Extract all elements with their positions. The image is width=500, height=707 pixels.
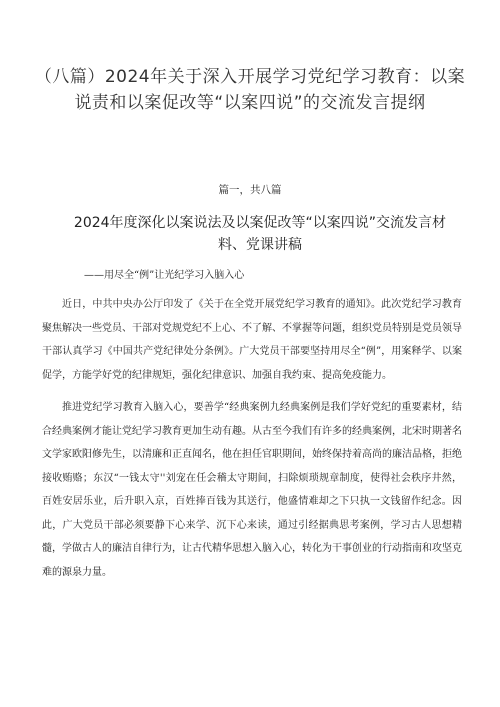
article-title: 2024年度深化以案说法及以案促改等“以案四说”交流发言材料、党课讲稿 xyxy=(73,215,447,253)
section-label: 篇一，共八篇 xyxy=(218,184,282,196)
document-title: （八篇）2024年关于深入开展学习党纪学习教育：以案说责和以案促改等“以案四说”的交流发言提纲 xyxy=(34,67,466,113)
body-paragraph: 推进党纪学习教育入脑入心，要善学“经典案例九经典案例是我们学好党纪的重要素材，结合经典案例才能让党纪学习教育更加生动有趣。从古至今我们有许多的经典案例，北宋时期著名文学家欧阳修先生，以清廉和正直闻名，他在担任官职期间，始终保持着高尚的廉洁品格，拒绝接收贿赂；东汉“一钱太守''刘宠在任会稽太守期间，扫除烦琐规章制度，使得社会秩序井然，百姓安居乐业，后升职入京，百姓捧百钱为其送行，他盛情难却之下只执一文钱留作纪念。因此，广大党员干部必须要静下心来学、沉下心来读，通过引经据典思考案例，学习古人思想精髓，学做古人的廉洁自律行为，让古代精华思想入脑入心，转化为干事创业的行动指南和攻坚克难的源泉力量。 xyxy=(42,402,462,578)
body-paragraph: 近日，中共中央办公厅印发了《关于在全党开展党纪学习教育的通知》。此次党纪学习教育聚焦解决一些党员、干部对党规党纪不上心、不了解、不掌握等问题，组织党员特别是党员领导干部认真学习《中国共产党纪律处分条例》。广大党员干部要坚持用尽全“例”，用案释学、以案促学，方能学好党的纪律规矩，强化纪律意识、加强自我约束、提高免疫能力。 xyxy=(42,299,462,381)
article-subtitle: ——用尽全“例”让光纪学习入脑入心 xyxy=(84,270,245,281)
